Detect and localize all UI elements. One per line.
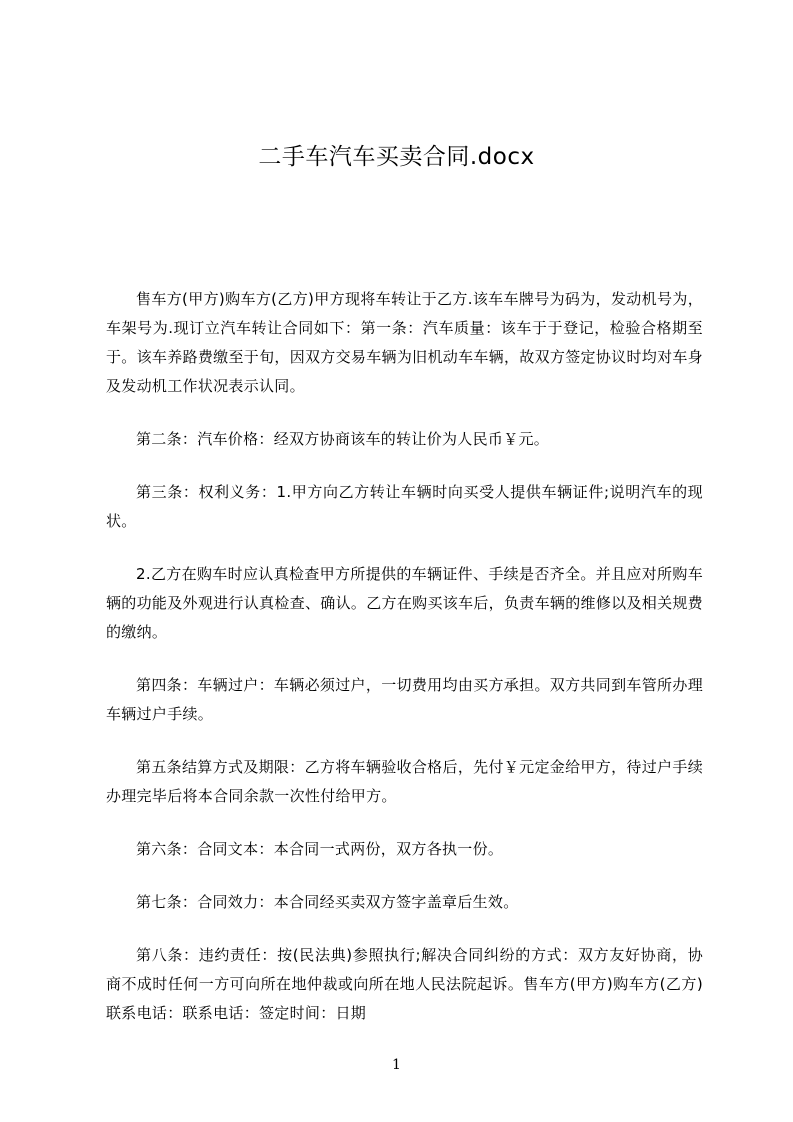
document-body bbox=[106, 285, 703, 1052]
paragraph-clause-4-transfer: 第四条：车辆过户：车辆必须过户，一切费用均由买方承担。双方共同到车管所办理车辆过户手续。 bbox=[106, 676, 703, 723]
paragraph-clause-3-rights: 第三条：权利义务：1.甲方向乙方转让车辆时向买受人提供车辆证件;说明汽车的现状。 bbox=[106, 483, 703, 530]
paragraph-clause-6-copies: 第六条：合同文本：本合同一式两份，双方各执一份。 bbox=[136, 840, 504, 858]
paragraph-clause-7-effect: 第七条：合同效力：本合同经买卖双方签字盖章后生效。 bbox=[136, 893, 519, 911]
document-title: 二手车汽车买卖合同.docx bbox=[258, 144, 535, 170]
paragraph-clause-5-settlement: 第五条结算方式及期限：乙方将车辆验收合格后，先付￥元定金给甲方，待过户手续办理完毕后将本合同余款一次性付给甲方。 bbox=[106, 758, 703, 805]
paragraph-intro-clause-1: 售车方(甲方)购车方(乙方)甲方现将车转让于乙方.该车车牌号为码为，发动机号为，车架号为.现订立汽车转让合同如下：第一条：汽车质量：该车于于登记，检验合格期至于。该车养路费缴至于旬，因双方交易车辆为旧机动车车辆，故双方签定协议时均对车身及发动机工作状况表示认同。 bbox=[106, 290, 703, 395]
paragraph-clause-2-price: 第二条：汽车价格：经双方协商该车的转让价为人民币￥元。 bbox=[136, 430, 550, 448]
page-number: 1 bbox=[392, 1057, 401, 1073]
paragraph-clause-8-liability: 第八条：违约责任：按(民法典)参照执行;解决合同纠纷的方式：双方友好协商，协商不成时任何一方可向所在地仲裁或向所在地人民法院起诉。售车方(甲方)购车方(乙方)联系电话：联系电话：签定时间：日期 bbox=[106, 946, 703, 1022]
paragraph-clause-3-item-2: 2.乙方在购车时应认真检查甲方所提供的车辆证件、手续是否齐全。并且应对所购车辆的功能及外观进行认真检查、确认。乙方在购买该车后，负责车辆的维修以及相关规费的缴纳。 bbox=[106, 565, 703, 641]
